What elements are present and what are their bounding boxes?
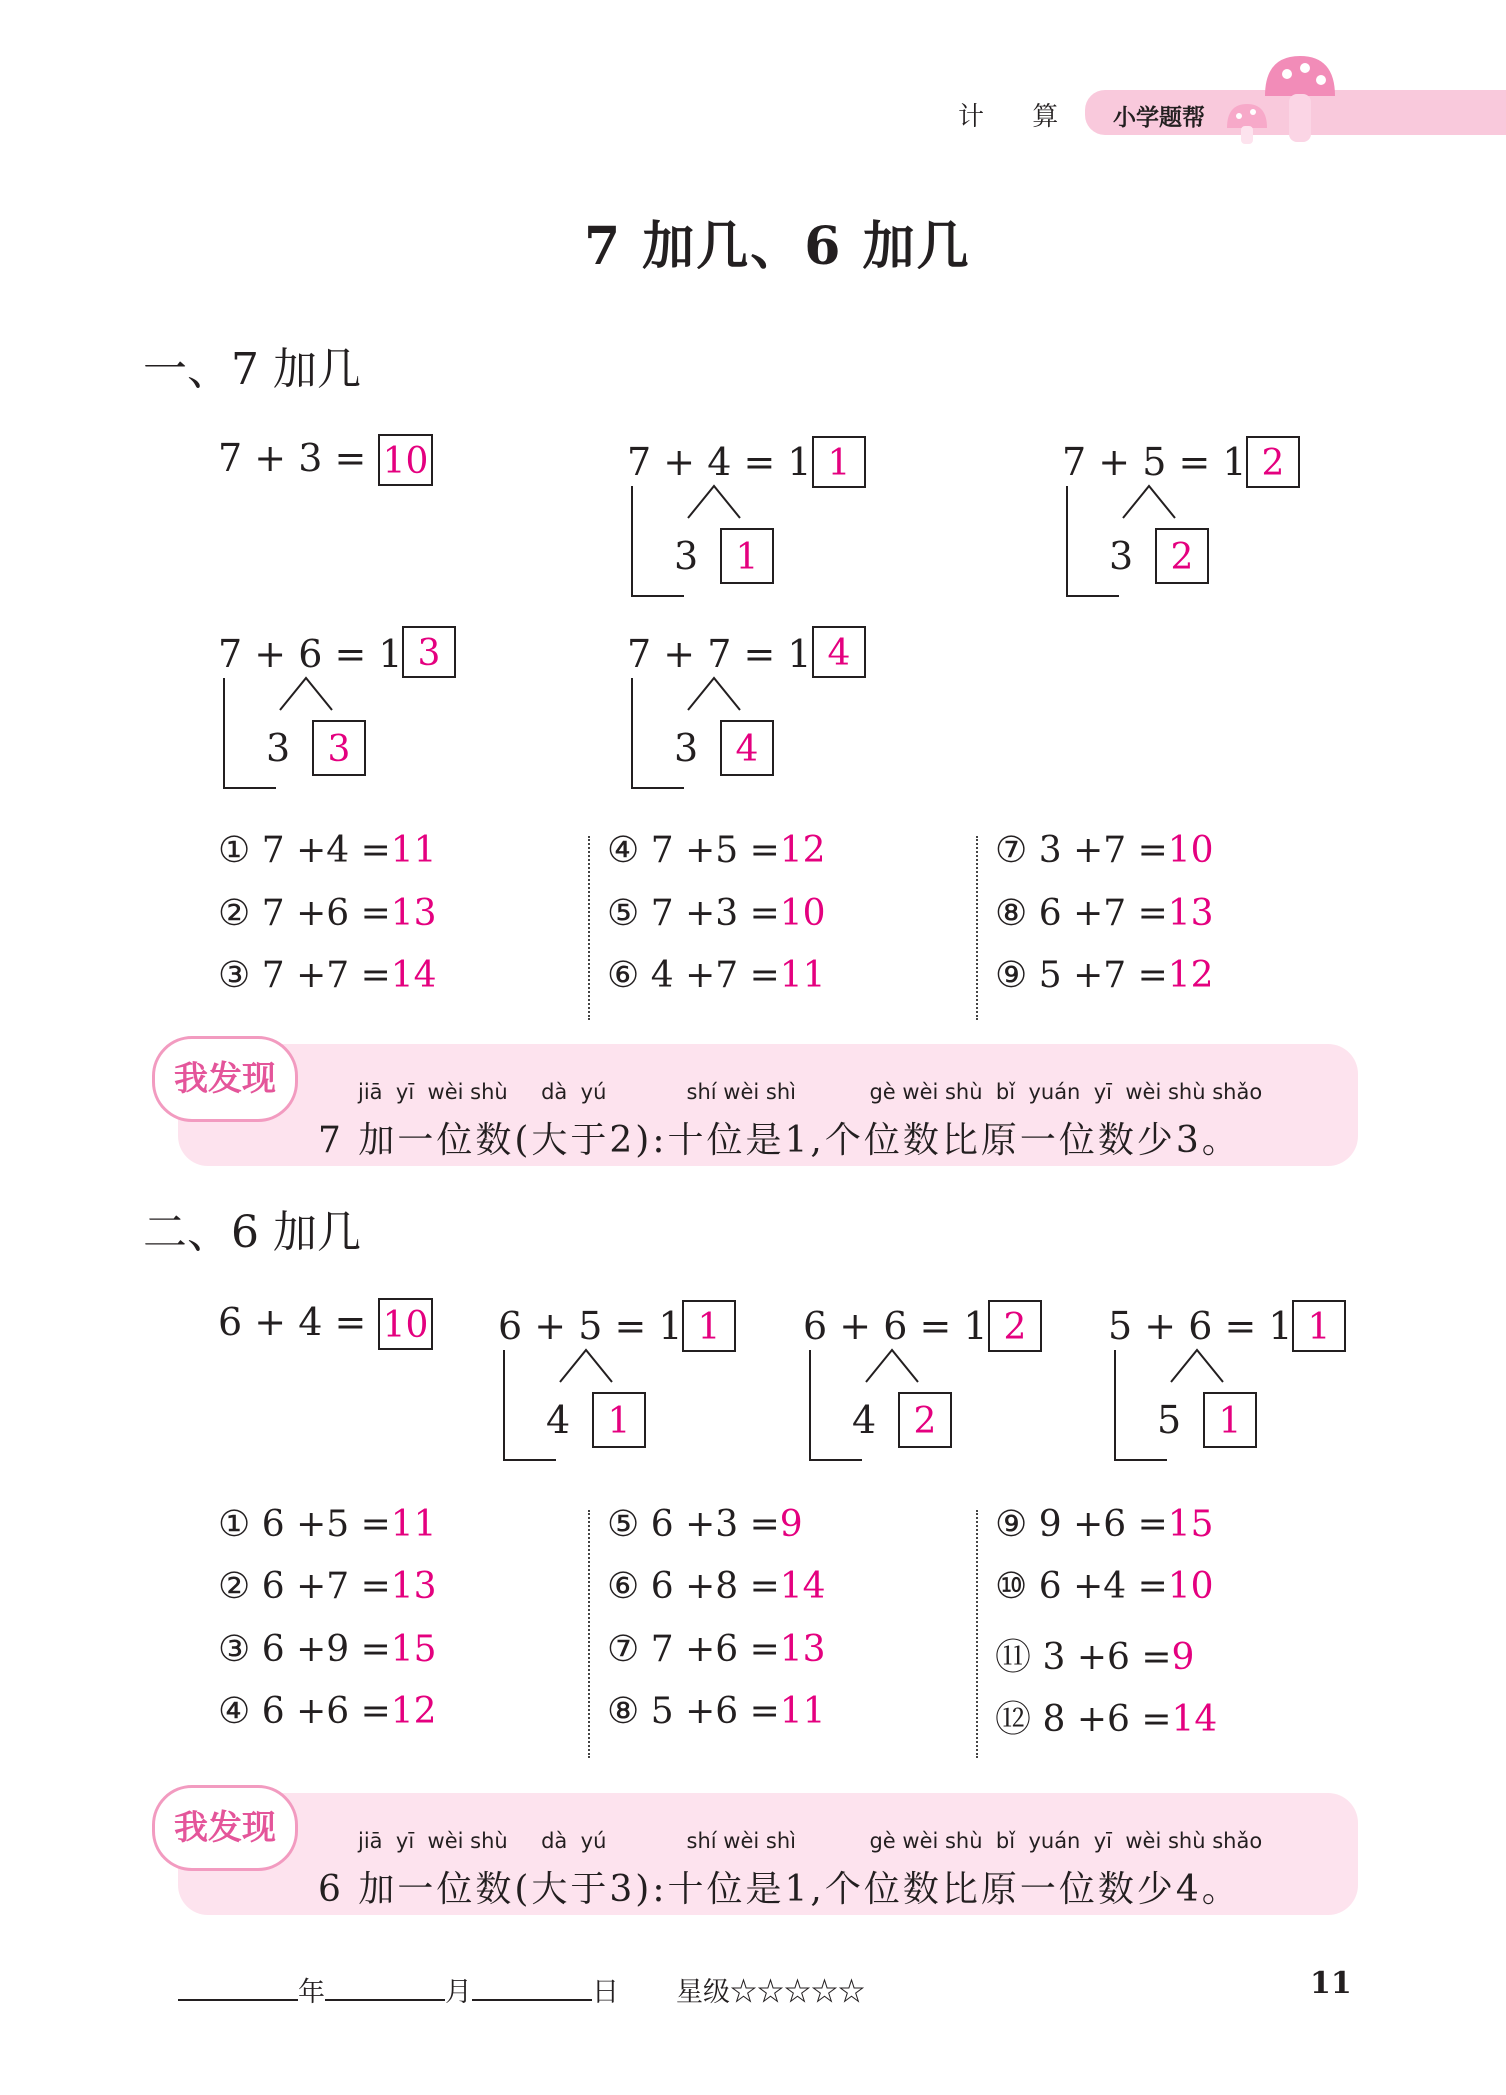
exercise: ② 7 +6 =13	[218, 893, 437, 934]
exercise: ⑥ 6 +8 =14	[607, 1566, 826, 1607]
answer-box: 1	[682, 1300, 736, 1352]
tip-text: 7 加一位数(大于2):十位是1,个位数比原一位数少3。	[318, 1120, 1241, 1161]
exercise: ⑫ 8 +6 =14	[995, 1699, 1218, 1740]
remainder-box: 1	[592, 1392, 646, 1448]
exercise: ⑩ 6 +4 =10	[995, 1566, 1214, 1607]
equation: 7 + 5 = 1	[1062, 440, 1247, 484]
footer-date: 年 月 日	[178, 1970, 619, 2009]
answer-box: 1	[1292, 1300, 1346, 1352]
column-divider	[588, 836, 590, 1020]
section1-heading: 一、7 加几	[143, 344, 361, 395]
exercise: ③ 6 +9 =15	[218, 1629, 437, 1670]
remainder-box: 1	[720, 528, 774, 584]
page-number: 11	[1310, 1966, 1352, 2001]
split-number: 3	[266, 726, 291, 770]
remainder-box: 2	[1155, 528, 1209, 584]
equation: 7 + 3 =	[218, 436, 367, 480]
exercise: ⑦ 7 +6 =13	[607, 1629, 826, 1670]
equation: 6 + 6 = 1	[803, 1304, 988, 1348]
section2-heading: 二、6 加几	[143, 1207, 361, 1258]
header-subject: 计 算	[958, 102, 1079, 132]
star-rating: 星级☆☆☆☆☆	[676, 1977, 865, 2008]
split-number: 3	[1109, 534, 1134, 578]
pinyin-row: jiā yī wèi shù dà yú shí wèi shì gè wèi shù bǐ yuán yī wèi shù shǎo	[358, 1080, 1263, 1104]
exercise: ⑤ 7 +3 =10	[607, 893, 826, 934]
remainder-box: 1	[1203, 1392, 1257, 1448]
equation: 6 + 4 =	[218, 1300, 367, 1344]
exercise: ⑪ 3 +6 =9	[995, 1637, 1195, 1678]
answer-box: 10	[378, 1298, 433, 1350]
answer-box: 3	[402, 626, 456, 678]
exercise: ⑧ 6 +7 =13	[995, 893, 1214, 934]
equation: 7 + 6 = 1	[218, 632, 403, 676]
exercise: ⑦ 3 +7 =10	[995, 830, 1214, 871]
exercise: ④ 7 +5 =12	[607, 830, 826, 871]
column-divider	[976, 836, 978, 1020]
remainder-box: 2	[898, 1392, 952, 1448]
equation: 7 + 7 = 1	[627, 632, 812, 676]
split-number: 4	[852, 1398, 877, 1442]
pinyin-row: jiā yī wèi shù dà yú shí wèi shì gè wèi shù bǐ yuán yī wèi shù shǎo	[358, 1829, 1263, 1853]
answer-box: 10	[378, 434, 433, 486]
exercise: ④ 6 +6 =12	[218, 1691, 437, 1732]
tip-badge: 我发现	[152, 1036, 298, 1122]
answer-box: 4	[812, 626, 866, 678]
answer-box: 1	[812, 436, 866, 488]
equation: 5 + 6 = 1	[1108, 1304, 1293, 1348]
tip-text: 6 加一位数(大于3):十位是1,个位数比原一位数少4。	[318, 1869, 1241, 1910]
tip-badge: 我发现	[152, 1785, 298, 1871]
exercise: ⑨ 9 +6 =15	[995, 1504, 1214, 1545]
exercise: ⑤ 6 +3 =9	[607, 1504, 803, 1545]
exercise: ⑨ 5 +7 =12	[995, 955, 1214, 996]
equation: 7 + 4 = 1	[627, 440, 812, 484]
exercise: ⑥ 4 +7 =11	[607, 955, 826, 996]
exercise: ① 6 +5 =11	[218, 1504, 437, 1545]
remainder-box: 4	[720, 720, 774, 776]
exercise: ③ 7 +7 =14	[218, 955, 437, 996]
day-blank[interactable]	[472, 1975, 592, 2001]
exercise: ① 7 +4 =11	[218, 830, 437, 871]
month-blank[interactable]	[325, 1975, 445, 2001]
exercise: ② 6 +7 =13	[218, 1566, 437, 1607]
column-divider	[976, 1510, 978, 1758]
exercise: ⑧ 5 +6 =11	[607, 1691, 826, 1732]
split-number: 3	[674, 534, 699, 578]
remainder-box: 3	[312, 720, 366, 776]
answer-box: 2	[1246, 436, 1300, 488]
equation: 6 + 5 = 1	[498, 1304, 683, 1348]
split-number: 3	[674, 726, 699, 770]
column-divider	[588, 1510, 590, 1758]
mushroom-icon	[1225, 56, 1345, 146]
year-blank[interactable]	[178, 1975, 298, 2001]
split-number: 5	[1157, 1398, 1182, 1442]
page-title: 7 加几、6 加几	[584, 216, 971, 277]
answer-box: 2	[988, 1300, 1042, 1352]
header-brand: 小学题帮	[1113, 105, 1205, 131]
split-number: 4	[546, 1398, 571, 1442]
